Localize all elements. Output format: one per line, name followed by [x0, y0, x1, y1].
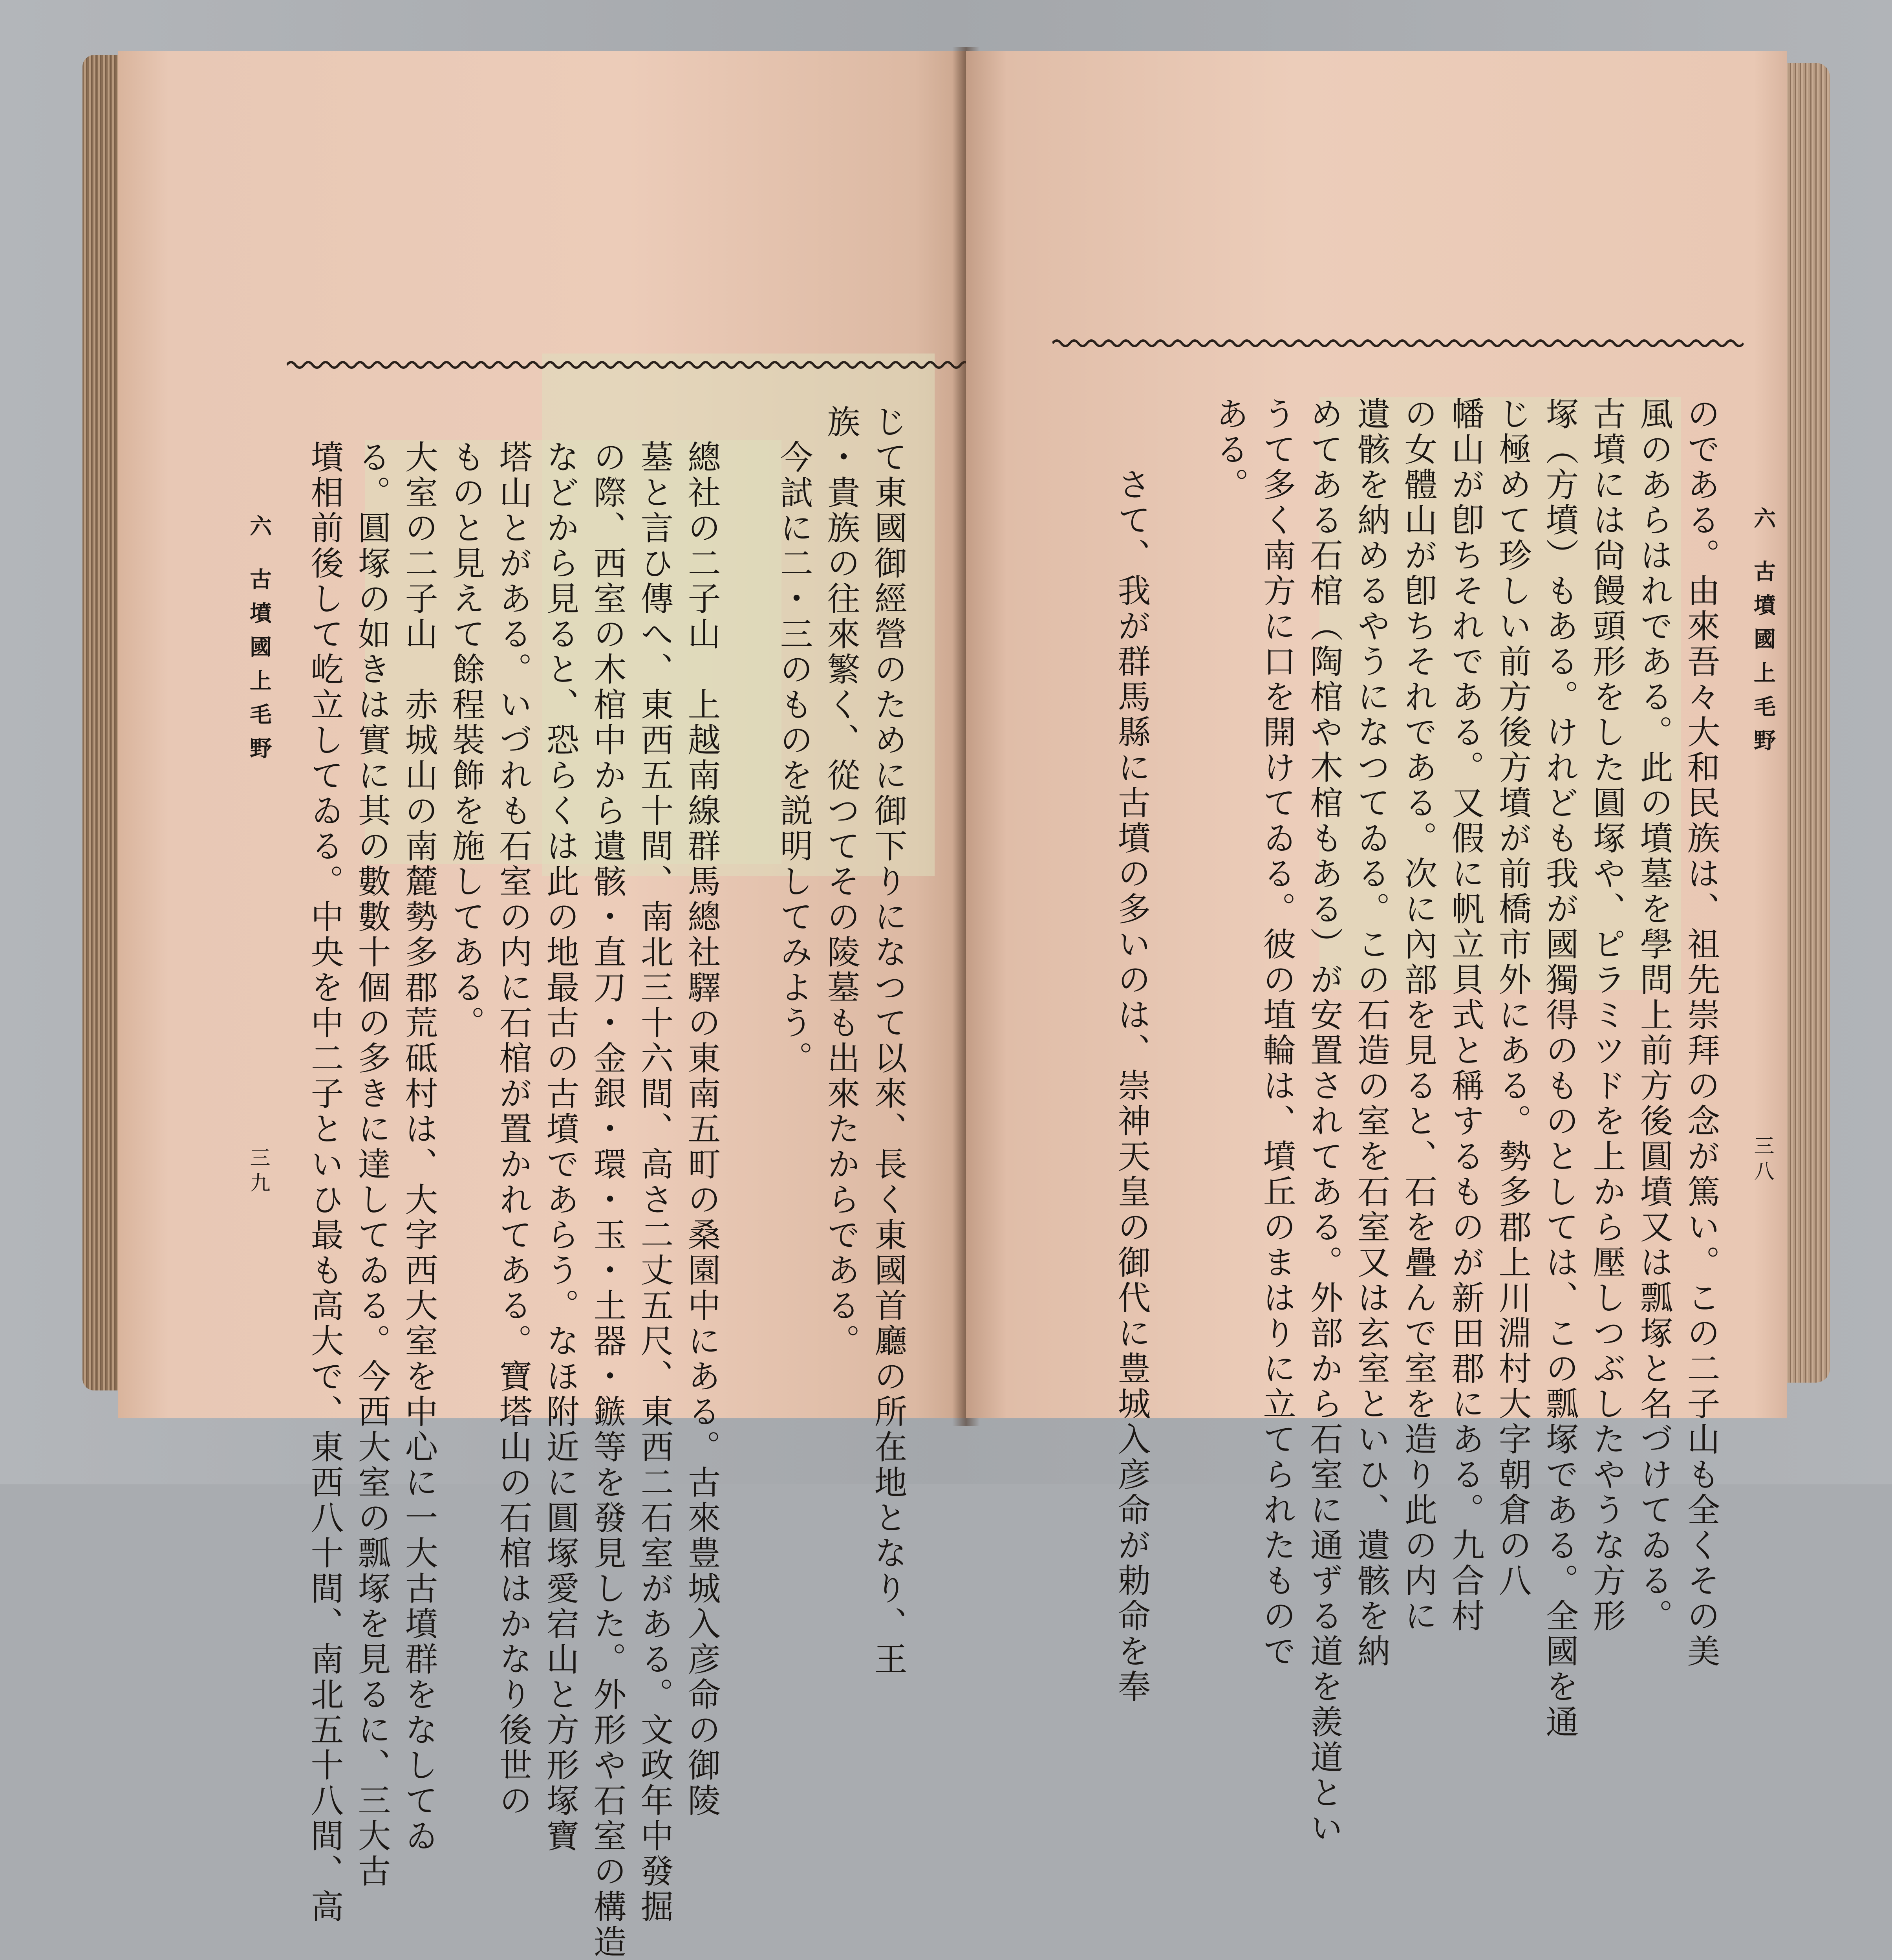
right-upper-col-9: めてある石棺（陶棺や木棺もある）が安置されてある。外部から石室に通ずる道を羨道とい [1305, 397, 1343, 1846]
left-lower-col-9: 墳相前後して屹立してゐる。中央を中二子といひ最も高大で、東西八十間、南北五十八間、高 [306, 440, 344, 1925]
right-upper-col-10: うて多く南方に口を開けてゐる。彼の埴輪は、墳丘のまはりに立てられたもので [1258, 397, 1296, 1669]
right-page-number: 三八 [1750, 1135, 1774, 1185]
left-lower-col-1: 總社の二子山 上越南線群馬總社驛の東南五町の桑園中にある。古來豊城入彦命の御陵 [683, 440, 721, 1819]
right-upper-col-2: 風のあらはれである。此の墳墓を學問上前方後圓墳又は瓢塚と名づけてゐる。 [1635, 397, 1673, 1634]
right-page-edges [1783, 63, 1830, 1383]
left-upper-col-2: 族・貴族の往來繁く、從つてその陵墓も出來たからである。 [822, 405, 860, 1359]
left-lower-col-3: の際、西室の木棺中から遺骸・直刀・金銀・環・玉・土器・鏃等を發見した。外形や石室の構造 [588, 440, 627, 1960]
left-upper-col-1: じて東國御經營のために御下りになつて以來、長く東國首廳の所在地となり、王 [869, 405, 908, 1677]
left-lower-col-5: 塔山とがある。いづれも石室の内に石棺が置かれてある。寶塔山の石棺はかなり後世の [494, 440, 532, 1819]
left-lower-col-4: などから見ると、恐らくは此の地最古の古墳であらう。なほ附近に圓塚愛宕山と方形塚寶 [541, 440, 580, 1854]
right-page-header: 六 古墳國上毛野 [1750, 507, 1776, 763]
left-page [118, 51, 966, 1960]
right-upper-col-6: 幡山が卽ちそれである。又假に帆立貝式と稱するものが新田郡にある。九合村 [1446, 397, 1485, 1634]
right-upper-col-5: じ極めて珍しい前方後方墳が前橋市外にある。勢多郡上川淵村大字朝倉の八 [1493, 397, 1532, 1599]
right-upper-col-7: の女體山が卽ちそれである。次に內部を見ると、石を疊んで室を造り此の内に [1399, 397, 1438, 1634]
left-page-number: 三九 [246, 1147, 270, 1197]
right-lower-col-1: さて、我が群馬縣に古墳の多いのは、崇神天皇の御代に豊城入彦命が勅命を奉 [1113, 467, 1151, 1705]
right-upper-col-1: のである。由來吾々大和民族は、祖先崇拜の念が篤い。この二子山も全くその美 [1682, 397, 1720, 1669]
right-upper-col-11: ある。 [1211, 397, 1249, 503]
open-book [82, 39, 1830, 1960]
left-lower-col-7: 大室の二子山 赤城山の南麓勢多郡荒砥村は、大字西大室を中心に一大古墳群をなしてゐ [400, 440, 438, 1854]
left-upper-col-3: 今試に二・三のものを説明してみよう。 [775, 440, 813, 1076]
left-page-header: 六 古墳國上毛野 [246, 515, 272, 771]
right-upper-col-4: 塚（方墳）もある。けれども我が國獨得のものとしては、この瓢塚である。全國を通 [1541, 397, 1579, 1740]
right-upper-col-8: 遺骸を納めるやうになつてゐる。この石造の室を石室又は玄室といひ、遺骸を納 [1352, 397, 1391, 1669]
right-wavy-rule [1052, 338, 1744, 349]
right-upper-col-3: 古墳には尙饅頭形をした圓塚や、ピラミツドを上から壓しつぶしたやうな方形 [1588, 397, 1626, 1634]
left-wavy-rule [287, 359, 978, 370]
right-page [966, 51, 1787, 1846]
left-lower-col-2: 墓と言ひ傳へ、東西五十間、南北三十六間、高さ二丈五尺、東西二石室がある。文政年中發掘 [635, 440, 674, 1925]
left-lower-col-8: る。圓塚の如きは實に其の數數十個の多きに達してゐる。今西大室の瓢塚を見るに、三大古 [353, 440, 391, 1889]
left-lower-col-6: ものと見えて餘程裝飾を施してある。 [447, 440, 485, 1041]
